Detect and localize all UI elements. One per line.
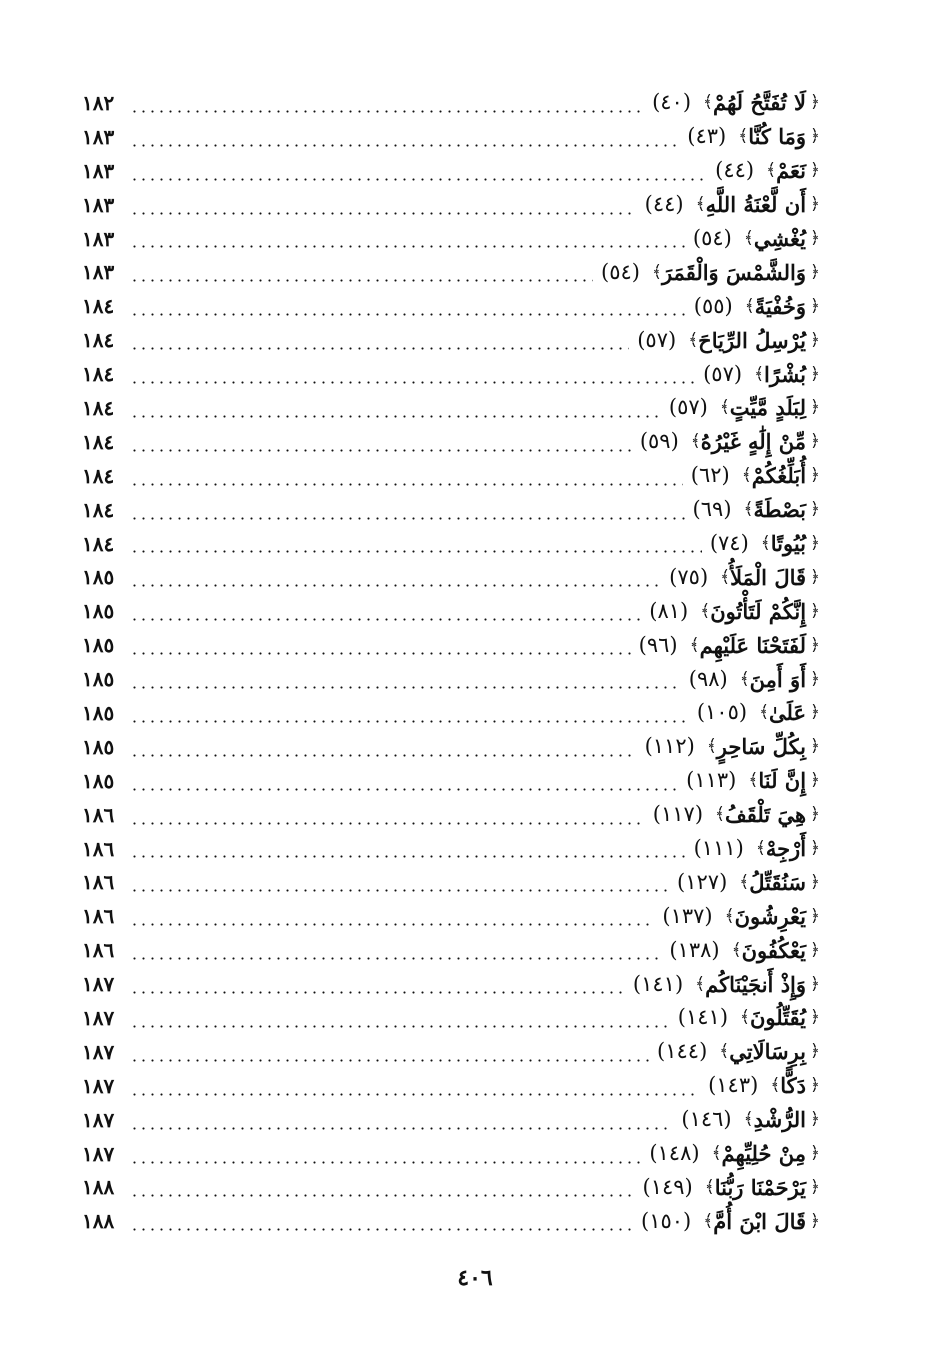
verse-number: (٩٨) — [688, 666, 728, 691]
verse-number: (٨١) — [649, 598, 689, 623]
page-reference: ١٨٤ — [82, 497, 115, 522]
dot-leader — [130, 1059, 649, 1062]
index-entry — [82, 86, 820, 120]
verse-number: (١١٣) — [686, 768, 737, 793]
ornamental-bracket-open: ﴿ — [810, 905, 820, 926]
page-reference: ١٨٣ — [82, 226, 115, 251]
verse-number: (٧٤) — [709, 531, 749, 556]
dot-leader — [130, 212, 637, 215]
dot-leader — [130, 618, 641, 621]
ornamental-bracket-open: ﴿ — [810, 92, 820, 113]
index-entry — [82, 1204, 820, 1238]
index-entry — [82, 662, 820, 696]
quran-word: بُيُوتًا — [770, 531, 807, 557]
page-reference: ١٨٦ — [82, 938, 115, 963]
dot-leader — [130, 550, 702, 553]
page-reference: ١٨٥ — [82, 565, 115, 590]
page-reference: ١٨٨ — [82, 1175, 115, 1200]
dot-leader — [130, 788, 678, 791]
ornamental-bracket-open: ﴿ — [810, 939, 820, 960]
ornamental-bracket-open: ﴿ — [810, 228, 820, 248]
dot-leader — [130, 991, 625, 994]
ornamental-bracket-close: ﴾ — [741, 465, 752, 486]
ornamental-bracket-close: ﴾ — [689, 634, 700, 655]
ornamental-bracket-close: ﴾ — [695, 194, 706, 215]
ornamental-bracket-close: ﴾ — [652, 261, 662, 282]
page-reference: ١٨٧ — [82, 1073, 115, 1098]
dot-leader — [130, 245, 685, 248]
ornamental-bracket-close: ﴾ — [770, 1075, 781, 1096]
ornamental-bracket-close: ﴾ — [703, 92, 714, 113]
index-entry — [82, 493, 820, 527]
verse-number: (٥٤) — [601, 259, 640, 284]
quran-word: دَكًّا — [780, 1073, 807, 1099]
word-index-list — [82, 86, 820, 1238]
index-entry — [82, 188, 820, 222]
ornamental-bracket-close: ﴾ — [739, 668, 750, 689]
verse-number: (١٢٧) — [677, 869, 728, 894]
dot-leader — [130, 517, 685, 520]
dot-leader — [130, 1161, 641, 1164]
ornamental-bracket-close: ﴾ — [715, 804, 725, 825]
ornamental-bracket-open: ﴿ — [810, 702, 820, 723]
ornamental-bracket-close: ﴾ — [743, 228, 754, 248]
ornamental-bracket-open: ﴿ — [810, 194, 820, 215]
index-entry — [82, 967, 820, 1001]
quran-word: أُبَلِّغُكُمْ — [751, 463, 807, 489]
ornamental-bracket-open: ﴿ — [810, 1143, 820, 1164]
quran-word: الرُّشْدِ — [753, 1107, 807, 1133]
verse-number: (٥٥) — [693, 293, 733, 318]
dot-leader — [130, 1228, 633, 1231]
page-reference: ١٨٧ — [82, 1039, 115, 1064]
dot-leader — [130, 720, 689, 723]
page-reference: ١٨٧ — [82, 1141, 115, 1166]
ornamental-bracket-close: ﴾ — [703, 1210, 714, 1231]
index-entry — [82, 323, 820, 357]
dot-leader — [130, 686, 681, 689]
page-reference: ١٨٨ — [82, 1209, 115, 1234]
quran-word: وَإِذْ أَنجَيْنَاكُم — [705, 971, 807, 997]
ornamental-bracket-close: ﴾ — [754, 363, 765, 384]
ornamental-bracket-open: ﴿ — [810, 804, 820, 825]
dot-leader — [130, 889, 669, 892]
ornamental-bracket-close: ﴾ — [731, 939, 742, 960]
index-entry — [82, 391, 820, 425]
verse-number: (٥٩) — [639, 429, 679, 454]
dot-leader — [130, 279, 593, 282]
dot-leader — [130, 652, 631, 655]
index-entry — [82, 764, 820, 798]
ornamental-bracket-close: ﴾ — [738, 126, 749, 147]
verse-number: (١١٢) — [644, 734, 695, 759]
quran-word: يُرْسِلُ الرِّيَاحَ — [698, 327, 807, 353]
verse-number: (١٤٦) — [681, 1107, 732, 1132]
ornamental-bracket-open: ﴿ — [810, 1007, 820, 1028]
page-reference: ١٨٤ — [82, 531, 115, 556]
quran-word: بِرِسَالَاتِي — [729, 1039, 807, 1065]
verse-number: (٤٤) — [715, 158, 755, 183]
ornamental-bracket-open: ﴿ — [810, 465, 820, 486]
ornamental-bracket-open: ﴿ — [810, 973, 820, 994]
ornamental-bracket-close: ﴾ — [695, 973, 706, 994]
quran-word: يُغْشِي — [753, 226, 807, 251]
index-entry — [82, 798, 820, 832]
index-entry — [82, 560, 820, 594]
page-reference: ١٨٥ — [82, 700, 115, 725]
ornamental-bracket-open: ﴿ — [810, 668, 820, 689]
verse-number: (٥٤) — [692, 226, 732, 250]
index-entry — [82, 1069, 820, 1103]
dot-leader — [130, 483, 683, 486]
quran-word: قَالَ ابْنَ أُمَّ — [713, 1208, 807, 1234]
dot-leader — [130, 144, 679, 147]
ornamental-bracket-open: ﴿ — [810, 634, 820, 655]
index-entry — [82, 425, 820, 459]
page-reference: ١٨٣ — [82, 158, 115, 183]
verse-number: (١٠٥) — [696, 700, 748, 725]
quran-word: يَعْرِشُونَ — [734, 903, 807, 929]
verse-number: (١١٧) — [652, 802, 704, 827]
index-entry — [82, 222, 820, 256]
ornamental-bracket-open: ﴿ — [810, 431, 820, 452]
verse-number: (١٤٨) — [649, 1141, 700, 1166]
index-entry — [82, 120, 820, 154]
quran-word: بُشْرًا — [764, 361, 807, 387]
quran-word: لَا تُفَتَّحُ لَهُمْ — [713, 90, 807, 116]
dot-leader — [130, 754, 637, 757]
index-entry — [82, 1001, 820, 1035]
ornamental-bracket-close: ﴾ — [755, 838, 766, 859]
quran-word: أَن لَّعْنَةُ اللَّهِ — [705, 192, 807, 218]
index-entry — [82, 289, 820, 323]
page-number-footer: ٤٠٦ — [457, 1265, 493, 1291]
ornamental-bracket-close: ﴾ — [706, 736, 717, 757]
quran-word: أَوَ أَمِنَ — [749, 666, 807, 692]
index-entry — [82, 865, 820, 899]
page-reference: ١٨٤ — [82, 362, 115, 387]
index-entry — [82, 933, 820, 967]
ornamental-bracket-open: ﴿ — [810, 1041, 820, 1062]
index-entry — [82, 357, 820, 391]
dot-leader — [130, 1127, 673, 1130]
page-reference: ١٨٤ — [82, 429, 115, 454]
verse-number: (١٣٨) — [669, 937, 720, 962]
index-entry — [82, 594, 820, 628]
verse-number: (١٣٧) — [662, 903, 713, 928]
quran-word: هِيَ تَلْقَفُ — [724, 802, 807, 828]
page-reference: ١٨٥ — [82, 599, 115, 624]
index-entry — [82, 628, 820, 662]
ornamental-bracket-close: ﴾ — [740, 1007, 750, 1028]
dot-leader — [130, 347, 629, 350]
index-entry — [82, 1035, 820, 1069]
quran-word: مِنْ حُلِيِّهِمْ — [721, 1141, 807, 1167]
quran-word: وَالشَّمْسَ وَالْقَمَرَ — [661, 259, 807, 285]
page-reference: ١٨٢ — [82, 90, 115, 115]
page-reference: ١٨٤ — [82, 395, 115, 420]
ornamental-bracket-close: ﴾ — [719, 397, 730, 418]
quran-word: قَالَ الْمَلَأُ — [730, 564, 807, 590]
index-entry — [82, 696, 820, 730]
ornamental-bracket-close: ﴾ — [700, 600, 711, 621]
ornamental-bracket-close: ﴾ — [711, 1143, 722, 1164]
ornamental-bracket-close: ﴾ — [690, 431, 701, 452]
page-reference: ١٨٤ — [82, 294, 115, 319]
dot-leader — [130, 1194, 634, 1197]
dot-leader — [130, 923, 654, 926]
index-entry — [82, 527, 820, 561]
page-reference: ١٨٧ — [82, 972, 115, 997]
verse-number: (١١١) — [693, 836, 744, 861]
index-entry — [82, 832, 820, 866]
ornamental-bracket-open: ﴿ — [810, 600, 820, 621]
quran-word: بَصْطَةً — [753, 497, 807, 523]
ornamental-bracket-close: ﴾ — [748, 770, 759, 791]
page-reference: ١٨٥ — [82, 734, 115, 759]
verse-number: (٧٥) — [669, 564, 709, 589]
dot-leader — [130, 313, 686, 316]
ornamental-bracket-open: ﴿ — [810, 160, 820, 181]
page-reference: ١٨٧ — [82, 1005, 115, 1030]
ornamental-bracket-close: ﴾ — [704, 1176, 715, 1197]
dot-leader — [130, 822, 645, 825]
ornamental-bracket-open: ﴿ — [810, 871, 820, 892]
ornamental-bracket-open: ﴿ — [810, 295, 820, 316]
verse-number: (٤٠) — [652, 90, 692, 115]
ornamental-bracket-close: ﴾ — [744, 295, 755, 316]
quran-word: وَخُفْيَةً — [754, 293, 807, 319]
quran-word: يَرْحَمْنَا رَبُّنَا — [714, 1174, 807, 1200]
dot-leader — [130, 1025, 670, 1028]
page-reference: ١٨٦ — [82, 904, 115, 929]
verse-number: (١٤٤) — [657, 1039, 708, 1064]
quran-word: بِكُلِّ سَاحِرٍ — [716, 734, 807, 760]
page-reference: ١٨٣ — [82, 260, 115, 285]
quran-word: يَعْكُفُونَ — [741, 937, 807, 963]
dot-leader — [130, 1093, 700, 1096]
dot-leader — [130, 449, 632, 452]
dot-leader — [130, 584, 661, 587]
index-entry — [82, 1137, 820, 1171]
ornamental-bracket-close: ﴾ — [688, 329, 699, 350]
page-reference: ١٨٥ — [82, 667, 115, 692]
page-reference: ١٨٦ — [82, 802, 115, 827]
verse-number: (٥٧) — [703, 361, 743, 386]
ornamental-bracket-open: ﴿ — [810, 499, 820, 520]
index-entry — [82, 730, 820, 764]
quran-word: لَفَتَحْنَا عَلَيْهِم — [699, 632, 807, 658]
dot-leader — [130, 855, 686, 858]
verse-number: (٦٢) — [690, 463, 730, 488]
index-entry — [82, 255, 820, 289]
quran-word: لِبَلَدٍ مَّيِّتٍ — [729, 395, 807, 421]
verse-number: (٩٦) — [638, 632, 678, 657]
ornamental-bracket-close: ﴾ — [743, 1109, 754, 1130]
ornamental-bracket-open: ﴿ — [810, 566, 820, 587]
verse-number: (١٤١) — [632, 971, 684, 996]
ornamental-bracket-open: ﴿ — [810, 1109, 820, 1130]
quran-word: إِنَّكُمْ لَتَأْتُونَ — [710, 598, 807, 624]
ornamental-bracket-open: ﴿ — [810, 736, 820, 757]
page-reference: ١٨٦ — [82, 836, 115, 861]
verse-number: (١٤٩) — [642, 1174, 693, 1199]
verse-number: (٤٤) — [644, 192, 684, 217]
dot-leader — [130, 110, 644, 113]
ornamental-bracket-open: ﴿ — [810, 363, 820, 384]
verse-number: (٥٧) — [668, 395, 708, 420]
page-reference: ١٨٦ — [82, 870, 115, 895]
ornamental-bracket-close: ﴾ — [720, 566, 731, 587]
quran-word: إِنَّ لَنَا — [758, 768, 807, 794]
page-reference: ١٨٤ — [82, 463, 115, 488]
ornamental-bracket-close: ﴾ — [743, 499, 754, 520]
index-entry — [82, 459, 820, 493]
quran-word: نَعَمْ — [776, 158, 807, 184]
dot-leader — [130, 415, 661, 418]
verse-number: (٤٣) — [687, 124, 727, 149]
ornamental-bracket-open: ﴿ — [810, 1210, 820, 1231]
ornamental-bracket-open: ﴿ — [810, 329, 820, 350]
verse-number: (١٤٣) — [708, 1073, 759, 1098]
ornamental-bracket-open: ﴿ — [810, 770, 820, 791]
ornamental-bracket-close: ﴾ — [766, 160, 777, 181]
ornamental-bracket-open: ﴿ — [810, 838, 820, 859]
dot-leader — [130, 957, 661, 960]
ornamental-bracket-open: ﴿ — [810, 1075, 820, 1096]
quran-word: أَرْجِهْ — [765, 836, 807, 862]
quran-word: سَنُقَتِّلُ — [749, 869, 807, 895]
index-entry — [82, 154, 820, 188]
ornamental-bracket-open: ﴿ — [810, 533, 820, 554]
ornamental-bracket-close: ﴾ — [724, 905, 735, 926]
page-reference: ١٨٣ — [82, 124, 115, 149]
ornamental-bracket-open: ﴿ — [810, 261, 820, 282]
page-reference: ١٨٧ — [82, 1107, 115, 1132]
index-entry — [82, 899, 820, 933]
verse-number: (١٥٠) — [640, 1208, 692, 1233]
quran-word: وَمَا كُنَّا — [748, 124, 807, 150]
verse-number: (٥٧) — [637, 327, 677, 352]
dot-leader — [130, 381, 695, 384]
index-entry — [82, 1171, 820, 1205]
page-reference: ١٨٣ — [82, 192, 115, 217]
quran-word: يُقَتِّلُونَ — [750, 1005, 807, 1031]
ornamental-bracket-open: ﴿ — [810, 1176, 820, 1197]
ornamental-bracket-close: ﴾ — [760, 533, 771, 554]
ornamental-bracket-close: ﴾ — [719, 1041, 730, 1062]
ornamental-bracket-close: ﴾ — [759, 702, 770, 723]
dot-leader — [130, 178, 707, 181]
verse-number: (١٤١) — [677, 1005, 729, 1030]
quran-word: عَلَىٰ — [769, 700, 807, 726]
page-reference: ١٨٤ — [82, 328, 115, 353]
quran-word: مِّنْ إِلَٰهٍ غَيْرُهُ — [700, 429, 807, 455]
ornamental-bracket-open: ﴿ — [810, 397, 820, 418]
verse-number: (٦٩) — [692, 497, 732, 522]
ornamental-bracket-open: ﴿ — [810, 126, 820, 147]
index-entry — [82, 1103, 820, 1137]
page-reference: ١٨٥ — [82, 633, 115, 658]
ornamental-bracket-close: ﴾ — [739, 871, 750, 892]
page-reference: ١٨٥ — [82, 768, 115, 793]
